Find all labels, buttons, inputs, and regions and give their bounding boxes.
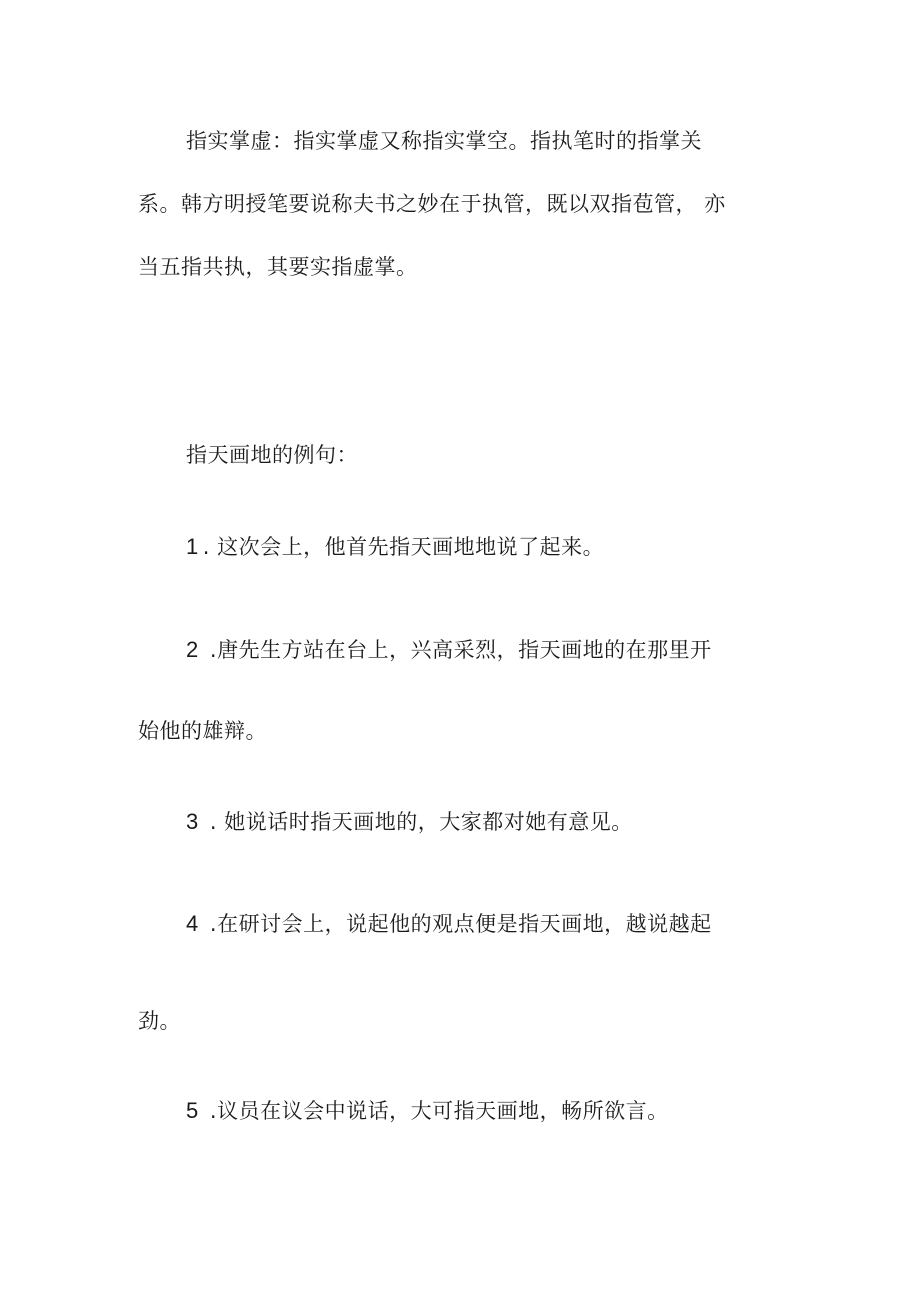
paragraph-1-line-2: 系。韩方明授笔要说称夫书之妙在于执管，既以双指苞管， 亦 bbox=[138, 192, 726, 216]
example-number: 2 bbox=[186, 637, 199, 662]
example-number: 1 bbox=[186, 534, 199, 559]
example-text: . 这次会上，他首先指天画地地说了起来。 bbox=[202, 535, 605, 559]
example-number: 5 bbox=[186, 1098, 199, 1123]
example-text: .议员在议会中说话，大可指天画地，畅所欲言。 bbox=[202, 1099, 669, 1123]
example-4-continuation: 劲。 bbox=[138, 1009, 181, 1033]
example-4 bbox=[186, 910, 712, 938]
example-text: .在研讨会上，说起他的观点便是指天画地，越说越起 bbox=[202, 912, 712, 936]
example-number: 4 bbox=[186, 911, 199, 936]
example-2 bbox=[186, 636, 712, 664]
paragraph-1-line-3: 当五指共执，其要实指虚掌。 bbox=[138, 255, 418, 279]
example-1 bbox=[186, 533, 604, 561]
paragraph-1-line-1: 指实掌虚：指实掌虚又称指实掌空。指执笔时的指掌关 bbox=[186, 129, 702, 153]
example-5 bbox=[186, 1097, 669, 1125]
example-3 bbox=[186, 808, 633, 836]
example-text: . 她说话时指天画地的，大家都对她有意见。 bbox=[202, 810, 633, 834]
example-2-continuation: 始他的雄辩。 bbox=[138, 719, 267, 743]
example-number: 3 bbox=[186, 809, 199, 834]
examples-heading: 指天画地的例句： bbox=[186, 443, 358, 467]
example-text: .唐先生方站在台上，兴高采烈，指天画地的在那里开 bbox=[202, 638, 712, 662]
